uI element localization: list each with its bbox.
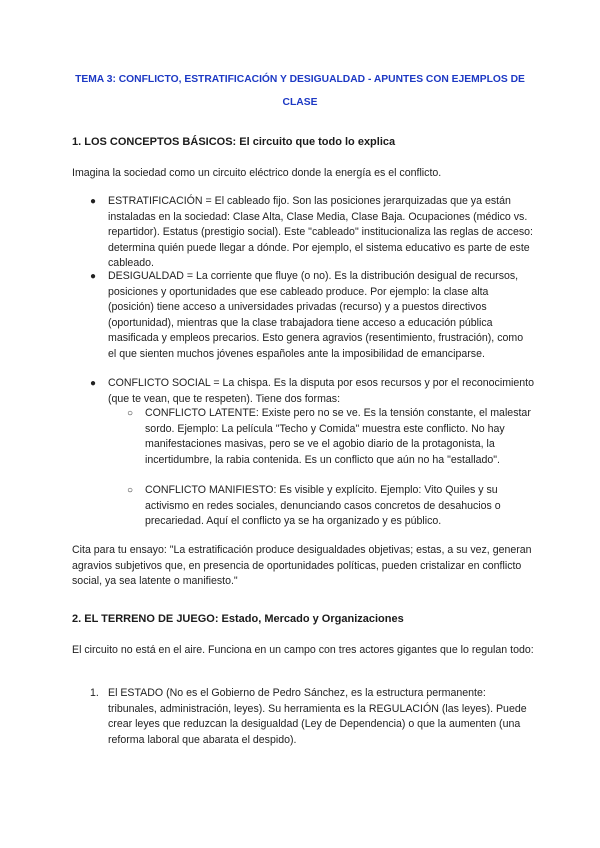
subbullet-conflicto-latente: CONFLICTO LATENTE: Existe pero no se ve. Es la tensión constante, el malestar sordo. Ejemplo: La película "Techo y Comida" muestra este conflicto. No hay manifestaciones masivas, pero se ve el agobio diario de la protagonista, la incertidumbre, la rabia contenida. Es un conflicto que aún no ha "estallado". — [145, 407, 531, 466]
circle-bullet-icon: ○ — [127, 408, 134, 419]
bullet-desigualdad: DESIGUALDAD = La corriente que fluye (o no). Es la distribución desigual de recursos, posiciones y oportunidades que ese cableado produce. Por ejemplo: la clase alta (posición) tiene acceso a universidades privadas (recurso) y a puestos directivos (oportunidad), mientras que la clase trabajadora tiene acceso a educación pública masificada y empleos precarios. Esto genera agravios (resentimiento, frustración), como el que sienten muchos jóvenes españoles ante la imposibilidad de emanciparse. — [108, 270, 524, 360]
section-1-heading: 1. LOS CONCEPTOS BÁSICOS: El circuito que todo lo explica — [72, 136, 396, 148]
bullet-icon: ● — [90, 196, 97, 207]
section-2-intro: El circuito no está en el aire. Funciona en un campo con tres actores gigantes que lo regulan todo: — [72, 644, 534, 656]
list-number: 1. — [90, 687, 99, 699]
section-1-intro: Imagina la sociedad como un circuito eléctrico donde la energía es el conflicto. — [72, 167, 442, 179]
section-2-heading: 2. EL TERRENO DE JUEGO: Estado, Mercado y Organizaciones — [72, 613, 404, 625]
list-item-estado: El ESTADO (No es el Gobierno de Pedro Sánchez, es la estructura permanente: tribunales, administración, leyes). Su herramienta es la REGULACIÓN (las leyes). Puede crear leyes que reduzcan la desigualdad (Ley de Dependencia) o que la aumenten (una reforma laboral que abarata el despido). — [108, 687, 527, 746]
subbullet-conflicto-manifiesto: CONFLICTO MANIFIESTO: Es visible y explícito. Ejemplo: Vito Quiles y su activismo en redes sociales, denunciando casos concretos de desahucios o precariedad. Aquí el conflicto ya se ha organizado y es público. — [145, 484, 501, 527]
document-title: TEMA 3: CONFLICTO, ESTRATIFICACIÓN Y DESIGUALDAD - APUNTES CON EJEMPLOS DE CLASE — [75, 74, 525, 108]
bullet-conflicto-social: CONFLICTO SOCIAL = La chispa. Es la disputa por esos recursos y por el reconocimiento (que te vean, que te respeten). Tiene dos formas: — [108, 377, 534, 405]
bullet-icon: ● — [90, 271, 97, 282]
bullet-estratificacion: ESTRATIFICACIÓN = El cableado fijo. Son las posiciones jerarquizadas que ya están instaladas en la sociedad: Clase Alta, Clase Media, Clase Baja. Ocupaciones (médico vs. repartidor). Estatus (prestigio social). Este "cableado" institucionaliza las reglas de acceso: determina quién puede llegar a dónde. Por ejemplo, el sistema educativo es parte de este cableado. — [108, 195, 534, 269]
essay-quote: Cita para tu ensayo: "La estratificación produce desigualdades objetivas; estas, a su vez, generan agravios subjetivos que, en presencia de oportunidades políticas, pueden cristalizar en conflicto social, ya sea latente o manifiesto." — [72, 544, 532, 587]
bullet-icon: ● — [90, 378, 97, 389]
circle-bullet-icon: ○ — [127, 485, 134, 496]
